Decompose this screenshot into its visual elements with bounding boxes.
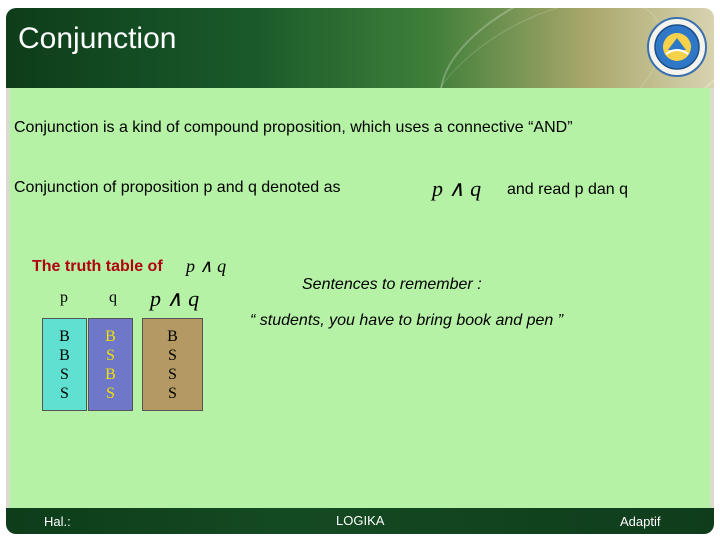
truth-table-cell: B — [167, 327, 178, 345]
truth-table-header-result: p ∧ q — [150, 286, 200, 311]
truth-table-title-formula: p ∧ q — [186, 256, 227, 276]
truth-table-header-q: q — [109, 289, 117, 306]
truth-table-cell: S — [60, 365, 69, 383]
truth-table-cell: S — [106, 346, 115, 364]
example-sentence: “ students, you have to bring book and pen ” — [250, 312, 564, 329]
truth-table-header-p: p — [60, 289, 68, 306]
truth-table-cell: S — [60, 384, 69, 402]
remember-label: Sentences to remember : — [302, 276, 482, 293]
conjunction-formula: p ∧ q — [432, 176, 482, 201]
truth-table-column-result — [142, 318, 203, 411]
truth-table-cell: B — [59, 327, 70, 345]
slide-title: Conjunction — [18, 22, 177, 55]
truth-table-column-q — [88, 318, 133, 411]
truth-table-cell: B — [105, 327, 116, 345]
truth-table-cell: S — [168, 365, 177, 383]
notation-tail-text: and read p dan q — [507, 181, 628, 198]
truth-table-cell: S — [168, 346, 177, 364]
institution-logo-icon — [646, 16, 708, 78]
footer-category: Adaptif — [620, 514, 661, 529]
truth-table-cell: B — [59, 346, 70, 364]
footer-subject: LOGIKA — [336, 513, 385, 528]
truth-table-cell: S — [106, 384, 115, 402]
definition-text: Conjunction is a kind of compound proposition, which uses a connective “AND” — [14, 119, 573, 136]
truth-table-column-p — [42, 318, 87, 411]
truth-table-title: The truth table of — [32, 258, 163, 275]
truth-table-cell: S — [168, 384, 177, 402]
truth-table-cell: B — [105, 365, 116, 383]
footer-page-label: Hal.: — [44, 514, 71, 529]
notation-lead-text: Conjunction of proposition p and q denoted as — [14, 179, 341, 196]
